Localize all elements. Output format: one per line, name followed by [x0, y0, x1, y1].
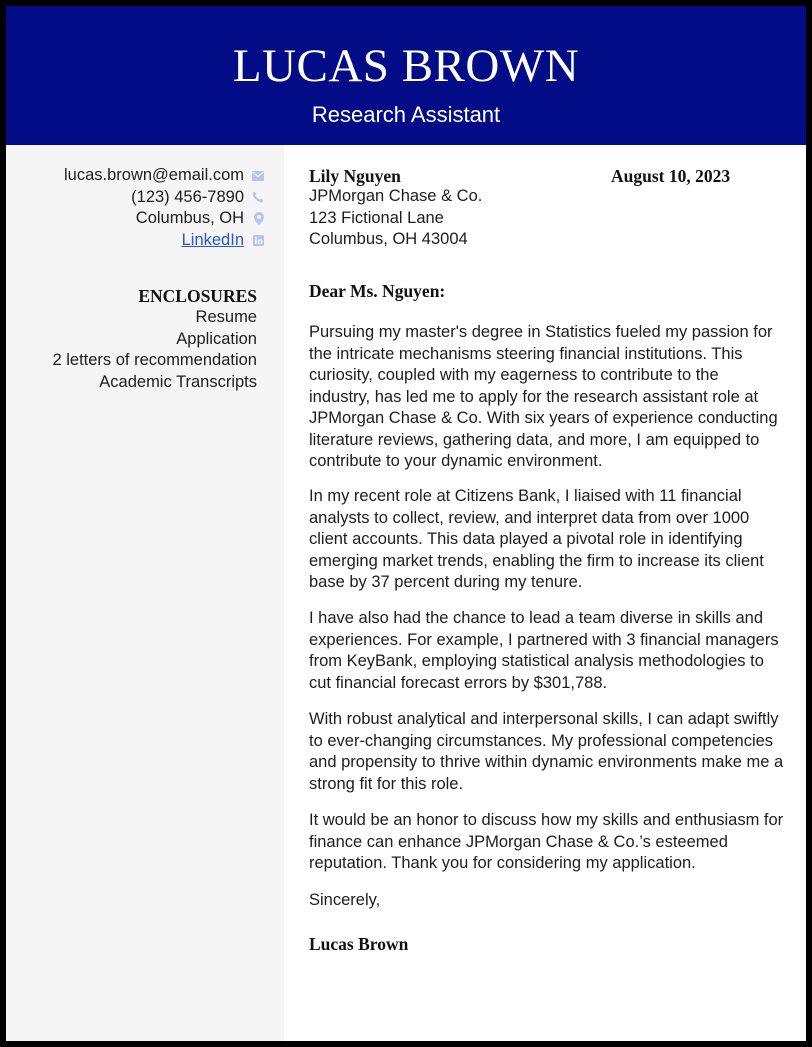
contact-info	[64, 165, 264, 251]
applicant-name: LUCAS BROWN	[232, 40, 580, 92]
enclosures-section	[52, 285, 257, 393]
contact-location	[64, 208, 264, 230]
phone-icon	[248, 191, 264, 203]
body-paragraph: It would be an honor to discuss how my skills and enthusiasm for finance can enhance JPMorgan Chase & Co.’s esteemed reputation. Thank you for considering my application.	[309, 811, 784, 872]
linkedin-icon	[248, 235, 264, 246]
resume-page	[6, 6, 806, 1041]
body-paragraph: With robust analytical and interpersonal skills, I can adapt swiftly to ever-changing circumstances. My professional competencies and propensity to thrive within dynamic environments make me a strong fit for this role.	[309, 710, 784, 793]
letter-date: August 10, 2023	[611, 166, 731, 186]
address-line: 123 Fictional Lane	[309, 208, 444, 227]
letter-body	[284, 145, 806, 1015]
enclosure-item: Application	[176, 329, 257, 348]
body-paragraph: In my recent role at Citizens Bank, I liaised with 11 financial analysts to collect, review, and interpret data from over 1000 client accounts. This data played a pivotal role in identifying emerging market trends, enabling the firm to increase its client base by 37 percent during my tenure.	[309, 487, 764, 591]
header-banner	[6, 6, 806, 145]
email-text: lucas.brown@email.com	[64, 166, 244, 184]
location-text: Columbus, OH	[135, 209, 244, 227]
envelope-icon	[248, 171, 264, 181]
enclosure-item: Resume	[195, 308, 257, 326]
body-paragraph: Pursuing my master's degree in Statistics fueled my passion for the intricate mechanisms steering financial institutions. This curiosity, coupled with my eagerness to contribute to the industry, has led me to apply for the research assistant role at JPMorgan Chase & Co. With six years of experience conducting literature reviews, gathering data, and more, I am equipped to contribute to your dynamic environment.	[309, 323, 778, 470]
contact-linkedin[interactable]	[64, 230, 264, 252]
contact-phone	[64, 187, 264, 209]
contact-email	[64, 165, 264, 187]
salutation: Dear Ms. Nguyen:	[309, 281, 446, 301]
linkedin-link[interactable]: LinkedIn	[181, 230, 244, 249]
closing: Sincerely,	[309, 891, 381, 909]
recipient-name: Lily Nguyen	[309, 166, 401, 186]
phone-text: (123) 456-7890	[131, 187, 244, 206]
body-paragraph: I have also had the chance to lead a team diverse in skills and experiences. For example, I partnered with 3 financial managers from KeyBank, employing statistical analysis methodologies to cut financial forecast errors by $301,788.	[309, 609, 779, 692]
signature-name: Lucas Brown	[309, 934, 409, 954]
address-line: Columbus, OH 43004	[309, 230, 468, 248]
sidebar	[6, 145, 284, 1041]
enclosure-item: Academic Transcripts	[99, 372, 257, 391]
address-line: JPMorgan Chase & Co.	[309, 187, 483, 205]
enclosures-heading: ENCLOSURES	[138, 286, 257, 306]
location-pin-icon	[248, 212, 264, 225]
job-title: Research Assistant	[311, 102, 501, 127]
enclosure-item: 2 letters of recommendation	[52, 351, 257, 369]
recipient-address	[309, 186, 482, 251]
